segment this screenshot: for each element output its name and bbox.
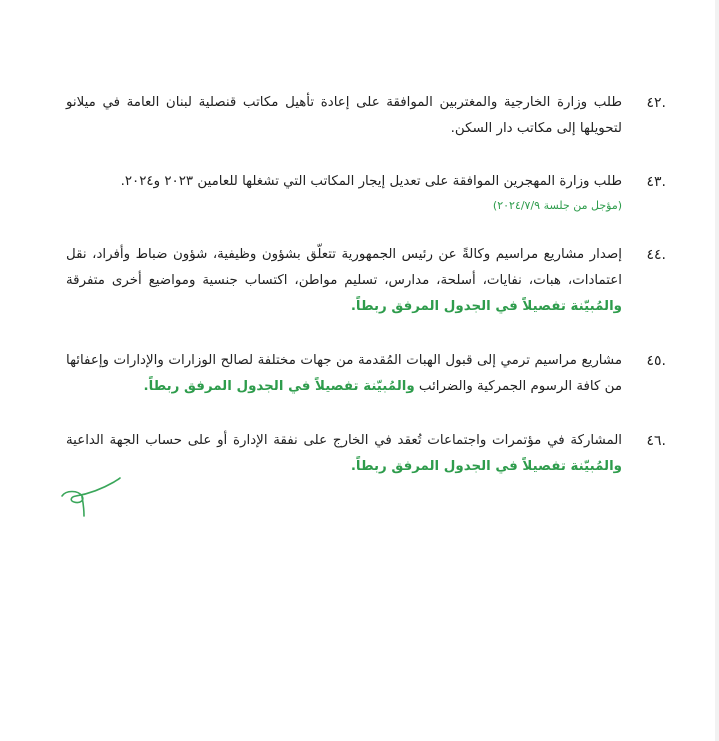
item-43-text xyxy=(66,169,622,195)
item-number-46: .٤٦ xyxy=(646,433,666,449)
item-number-42: .٤٢ xyxy=(646,95,666,111)
item-43-postponed-note: (مؤجل من جلسة ٢٠٢٤/٧/٩) xyxy=(492,199,622,212)
item-44-text xyxy=(66,242,622,320)
item-44 xyxy=(66,242,622,320)
item-42 xyxy=(66,90,622,142)
page-edge xyxy=(715,0,719,741)
item-number-45: .٤٥ xyxy=(646,353,666,369)
item-42-text xyxy=(66,90,622,142)
item-45-body: مشاريع مراسيم ترمي إلى قبول الهبات المُقدمة من جهات مختلفة لصالح الوزارات والإدارات وإعفائها من كافة الرسوم الجمركية والضرائب xyxy=(66,353,622,394)
item-45-text xyxy=(66,348,622,400)
item-46-table-reference: والمُبيّنة تفصيلاً في الجدول المرفق ربطاً. xyxy=(350,459,622,474)
item-46-body: المشاركة في مؤتمرات واجتماعات تُعقد في الخارج على نفقة الإدارة أو على حساب الجهة الداعية xyxy=(66,433,622,448)
item-number-44: .٤٤ xyxy=(646,247,666,263)
item-46-text xyxy=(66,428,622,480)
handwritten-signature xyxy=(56,470,126,520)
item-number-43: .٤٣ xyxy=(646,174,666,190)
item-42-body: طلب وزارة الخارجية والمغتربين الموافقة على إعادة تأهيل مكاتب قنصلية لبنان العامة في ميلانو لتحويلها إلى مكاتب دار السكن. xyxy=(66,95,622,136)
item-43 xyxy=(66,169,622,215)
item-43-body: طلب وزارة المهجرين الموافقة على تعديل إيجار المكاتب التي تشغلها للعامين ٢٠٢٣ و٢٠٢٤. xyxy=(120,174,622,189)
item-45-table-reference: والمُبيّنة تفصيلاً في الجدول المرفق ربطاً. xyxy=(143,379,415,394)
item-44-body: إصدار مشاريع مراسيم وكالةً عن رئيس الجمهورية تتعلّق بشؤون وظيفية، شؤون ضباط وأفراد، نقل اعتمادات، هبات، نفايات، أسلحة، مدارس، تسليم مواطن، اكتساب جنسية ومواضيع أخرى متفرقة xyxy=(66,247,622,288)
item-46 xyxy=(66,428,622,480)
item-44-table-reference: والمُبيّنة تفصيلاً في الجدول المرفق ربطاً. xyxy=(350,299,622,314)
item-45 xyxy=(66,348,622,400)
